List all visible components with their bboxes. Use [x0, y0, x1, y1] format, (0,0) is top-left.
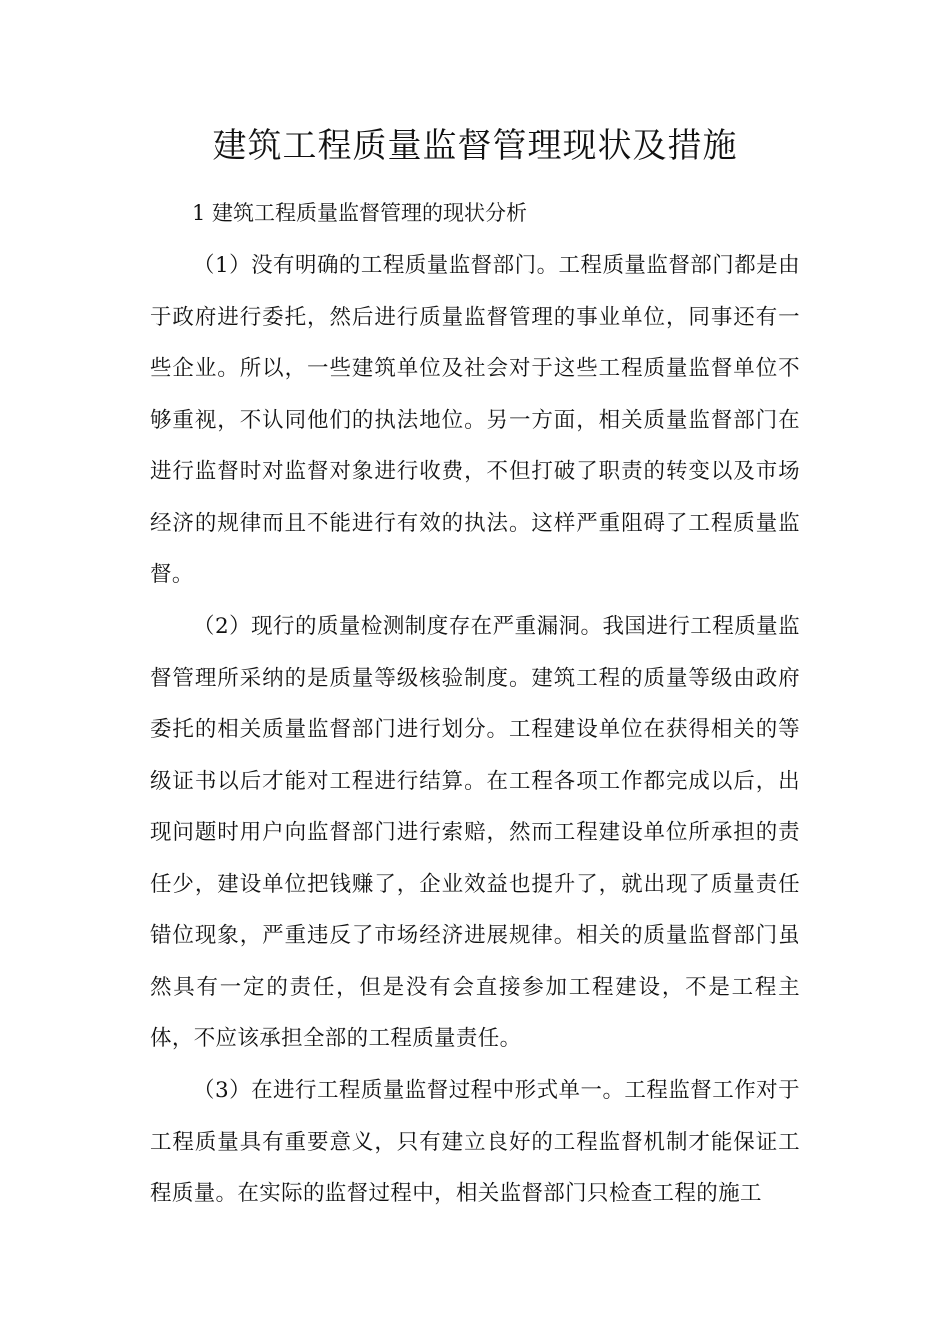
paragraph-3: （3）在进行工程质量监督过程中形式单一。工程监督工作对于工程质量具有重要意义，只有建立良好的工程监督机制才能保证工程质量。在实际的监督过程中，相关监督部门只检查工程的施工: [150, 1078, 800, 1206]
paragraph-1: （1）没有明确的工程质量监督部门。工程质量监督部门都是由于政府进行委托，然后进行质量监督管理的事业单位，同事还有一些企业。所以，一些建筑单位及社会对于这些工程质量监督单位不够重视，不认同他们的执法地位。另一方面，相关质量监督部门在进行监督时对监督对象进行收费，不但打破了职责的转变以及市场经济的规律而且不能进行有效的执法。这样严重阻碍了工程质量监督。: [150, 253, 800, 587]
section-heading: 1 建筑工程质量监督管理的现状分析: [192, 201, 528, 225]
document-title: 建筑工程质量监督管理现状及措施: [212, 126, 738, 166]
paragraph-2: （2）现行的质量检测制度存在严重漏洞。我国进行工程质量监督管理所采纳的是质量等级核验制度。建筑工程的质量等级由政府委托的相关质量监督部门进行划分。工程建设单位在获得相关的等级证书以后才能对工程进行结算。在工程各项工作都完成以后，出现问题时用户向监督部门进行索赔，然而工程建设单位所承担的责任少，建设单位把钱赚了，企业效益也提升了，就出现了质量责任错位现象，严重违反了市场经济进展规律。相关的质量监督部门虽然具有一定的责任，但是没有会直接参加工程建设，不是工程主体，不应该承担全部的工程质量责任。: [150, 614, 800, 1051]
